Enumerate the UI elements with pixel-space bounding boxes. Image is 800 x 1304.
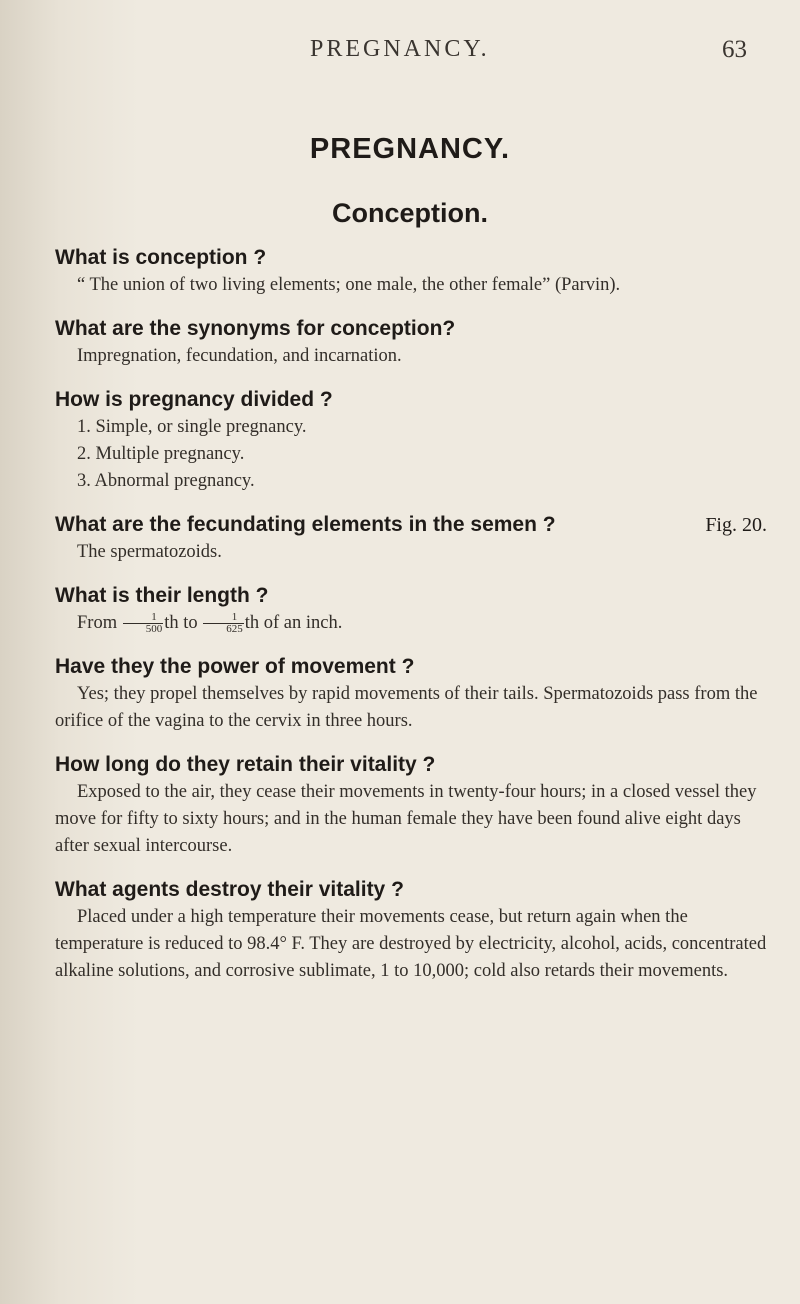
answer: Yes; they propel themselves by rapid movements of their tails. Spermatozoids pass from the orifice of the vagina to the cervix in three hours. [55, 684, 758, 731]
fraction-denominator: 500 [145, 623, 163, 636]
fraction-numerator: 1 [203, 612, 244, 624]
qa-block-movement [55, 653, 767, 735]
answer [55, 610, 767, 637]
answer: Impregnation, fecundation, and incarnation. [77, 346, 402, 366]
section-subtitle: Conception. [332, 198, 488, 228]
length-prefix: From [77, 613, 118, 633]
question: How long do they retain their vitality ? [55, 753, 436, 776]
figure-reference: Fig. 20. [705, 514, 767, 536]
list-item: 3. Abnormal pregnancy. [77, 471, 255, 491]
division-list [55, 414, 767, 495]
answer: The spermatozoids. [77, 542, 222, 562]
answer: Exposed to the air, they cease their movements in twenty-four hours; in a closed vessel they move for fifty to sixty hours; and in the human female they have been found alive eight days after sexual intercourse. [55, 782, 757, 856]
chapter-title: PREGNANCY. [309, 133, 511, 165]
question: What agents destroy their vitality ? [55, 878, 404, 901]
qa-block-vitality [55, 751, 767, 860]
fraction-two [203, 612, 244, 635]
question: Have they the power of movement ? [55, 655, 415, 678]
qa-block-agents [55, 876, 767, 985]
length-suffix: th to [164, 613, 198, 633]
question [55, 511, 767, 539]
qa-block-synonyms [55, 315, 767, 370]
qa-block-fecundating [55, 511, 767, 566]
qa-block-conception [55, 244, 767, 299]
qa-block-length [55, 582, 767, 637]
fraction-one [123, 612, 164, 635]
question-text: What are the fecundating elements in the semen ? [55, 513, 556, 536]
question: How is pregnancy divided ? [55, 388, 333, 411]
list-item: 2. Multiple pregnancy. [77, 444, 245, 464]
question: What is their length ? [55, 584, 269, 607]
page-number: 63 [722, 36, 747, 63]
answer: “ The union of two living elements; one male, the other female” (Parvin). [77, 275, 621, 295]
fraction-numerator: 1 [123, 612, 164, 624]
qa-block-division [55, 386, 767, 495]
page-body [55, 244, 767, 1001]
question: What is conception ? [55, 246, 267, 269]
question: What are the synonyms for conception? [55, 317, 456, 340]
fraction-denominator: 625 [226, 623, 243, 636]
list-item: 1. Simple, or single pregnancy. [77, 417, 307, 437]
answer: Placed under a high temperature their movements cease, but return again when the temperature is reduced to 98.4° F. They are destroyed by electricity, alcohol, acids, concentrated alkaline solutions, and corrosive sublimate, 1 to 10,000; cold also retards their movements. [55, 907, 767, 981]
running-head: PREGNANCY. [310, 36, 490, 62]
length-suffix: th of an inch. [244, 613, 343, 633]
